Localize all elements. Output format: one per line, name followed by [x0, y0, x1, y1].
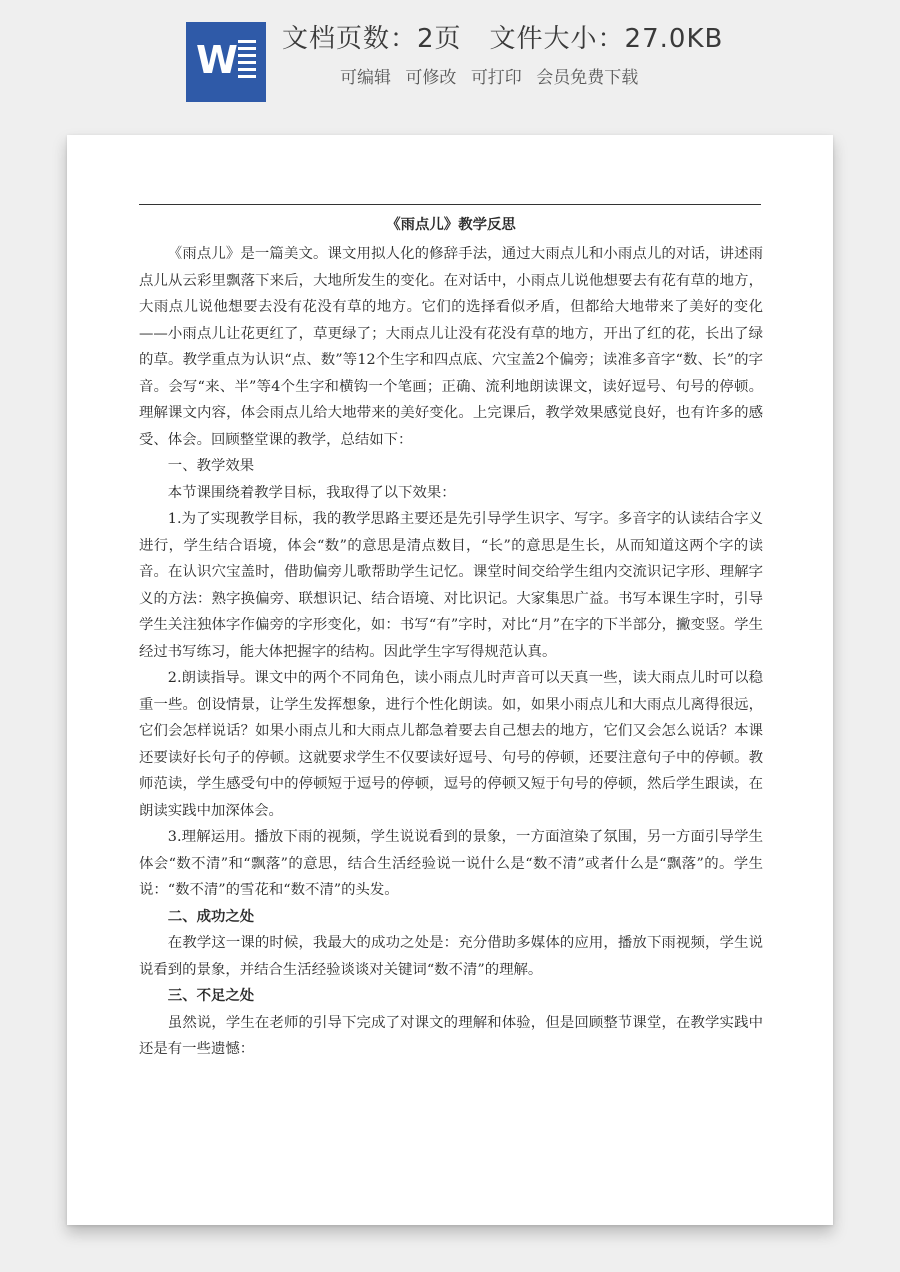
header-rule — [139, 204, 761, 205]
document-page — [67, 135, 833, 1225]
document-body — [139, 209, 763, 1063]
section-heading: 二、成功之处 — [167, 907, 255, 925]
paragraph-list — [139, 241, 763, 1063]
word-icon-letter: W — [196, 38, 238, 82]
document-title: 《雨点儿》教学反思 — [386, 216, 516, 233]
paragraph: 在教学这一课的时候，我最大的成功之处是：充分借助多媒体的应用，播放下雨视频，学生说说看到的景象，并结合生活经验谈谈对关键词“数不清”的理解。 — [139, 935, 763, 978]
page-count: 文档页数：2页 — [282, 24, 462, 54]
file-size: 文件大小：27.0KB — [489, 24, 724, 54]
download-banner — [0, 0, 900, 118]
paragraph: 1.为了实现教学目标，我的教学思路主要还是先引导学生识字、写字。多音字的认读结合字义进行，学生结合语境，体会“数”的意思是清点数目，“长”的意思是生长，从而知道这两个字的读音。在认识穴宝盖时，借助偏旁儿歌帮助学生记忆。课堂时间交给学生组内交流识记字形、理解字义的方法：熟字换偏旁、联想识记、结合语境、对比识记。大家集思广益。书写本课生字时，引导学生关注独体字作偏旁的字形变化，如：书写“有”字时，对比“月”在字的下半部分，撇变竖。学生经过书写练习，能大体把握字的结构。因此学生字写得规范认真。 — [139, 511, 763, 660]
paragraph: 3.理解运用。播放下雨的视频，学生说说看到的景象，一方面渲染了氛围，另一方面引导学生体会“数不清”和“飘落”的意思，结合生活经验说一说什么是“数不清”或者什么是“飘落”的。学生说：“数不清”的雪花和“数不清”的头发。 — [139, 829, 763, 898]
feature-printable: 可打印 — [470, 68, 522, 88]
paragraph: 虽然说，学生在老师的引导下完成了对课文的理解和体验，但是回顾整节课堂，在教学实践中还是有一些遗憾： — [139, 1014, 763, 1057]
paragraph: 本节课围绕着教学目标，我取得了以下效果： — [167, 484, 456, 501]
word-icon-lines — [238, 40, 256, 82]
word-document-icon — [186, 22, 266, 102]
feature-modifiable: 可修改 — [405, 68, 457, 88]
feature-member-download: 会员免费下载 — [536, 68, 639, 88]
paragraph: 一、教学效果 — [167, 458, 255, 474]
feature-editable: 可编辑 — [340, 68, 391, 88]
section-heading: 三、不足之处 — [167, 987, 255, 1004]
paragraph: 2.朗读指导。课文中的两个不同角色，读小雨点儿时声音可以天真一些，读大雨点儿时可以稳重一些。创设情景，让学生发挥想象，进行个性化朗读。如，如果小雨点儿和大雨点儿离得很远，它们会怎样说话？如果小雨点儿和大雨点儿都急着要去自己想去的地方，它们又会怎么说话？本课还要读好长句子的停顿。这就要求学生不仅要读好逗号、句号的停顿，还要注意句子中的停顿。教师范读，学生感受句中的停顿短于逗号的停顿，逗号的停顿又短于句号的停顿，然后学生跟读，在朗读实践中加深体会。 — [139, 670, 763, 819]
file-info — [282, 22, 723, 56]
feature-list — [340, 66, 647, 90]
paragraph: 《雨点儿》是一篇美文。课文用拟人化的修辞手法，通过大雨点儿和小雨点儿的对话，讲述雨点儿从云彩里飘落下来后，大地所发生的变化。在对话中，小雨点儿说他想要去有花有草的地方，大雨点儿说他想要去没有花没有草的地方。它们的选择看似矛盾，但都给大地带来了美好的变化——小雨点儿让花更红了，草更绿了；大雨点儿让没有花没有草的地方，开出了红的花，长出了绿的草。教学重点为认识“点、数”等12个生字和四点底、穴宝盖2个偏旁；读准多音字“数、长”的字音。会写“来、半”等4个生字和横钩一个笔画；正确、流利地朗读课文，读好逗号、句号的停顿。理解课文内容，体会雨点儿给大地带来的美好变化。上完课后，教学效果感觉良好，也有许多的感受、体会。回顾整堂课的教学，总结如下： — [139, 246, 763, 448]
